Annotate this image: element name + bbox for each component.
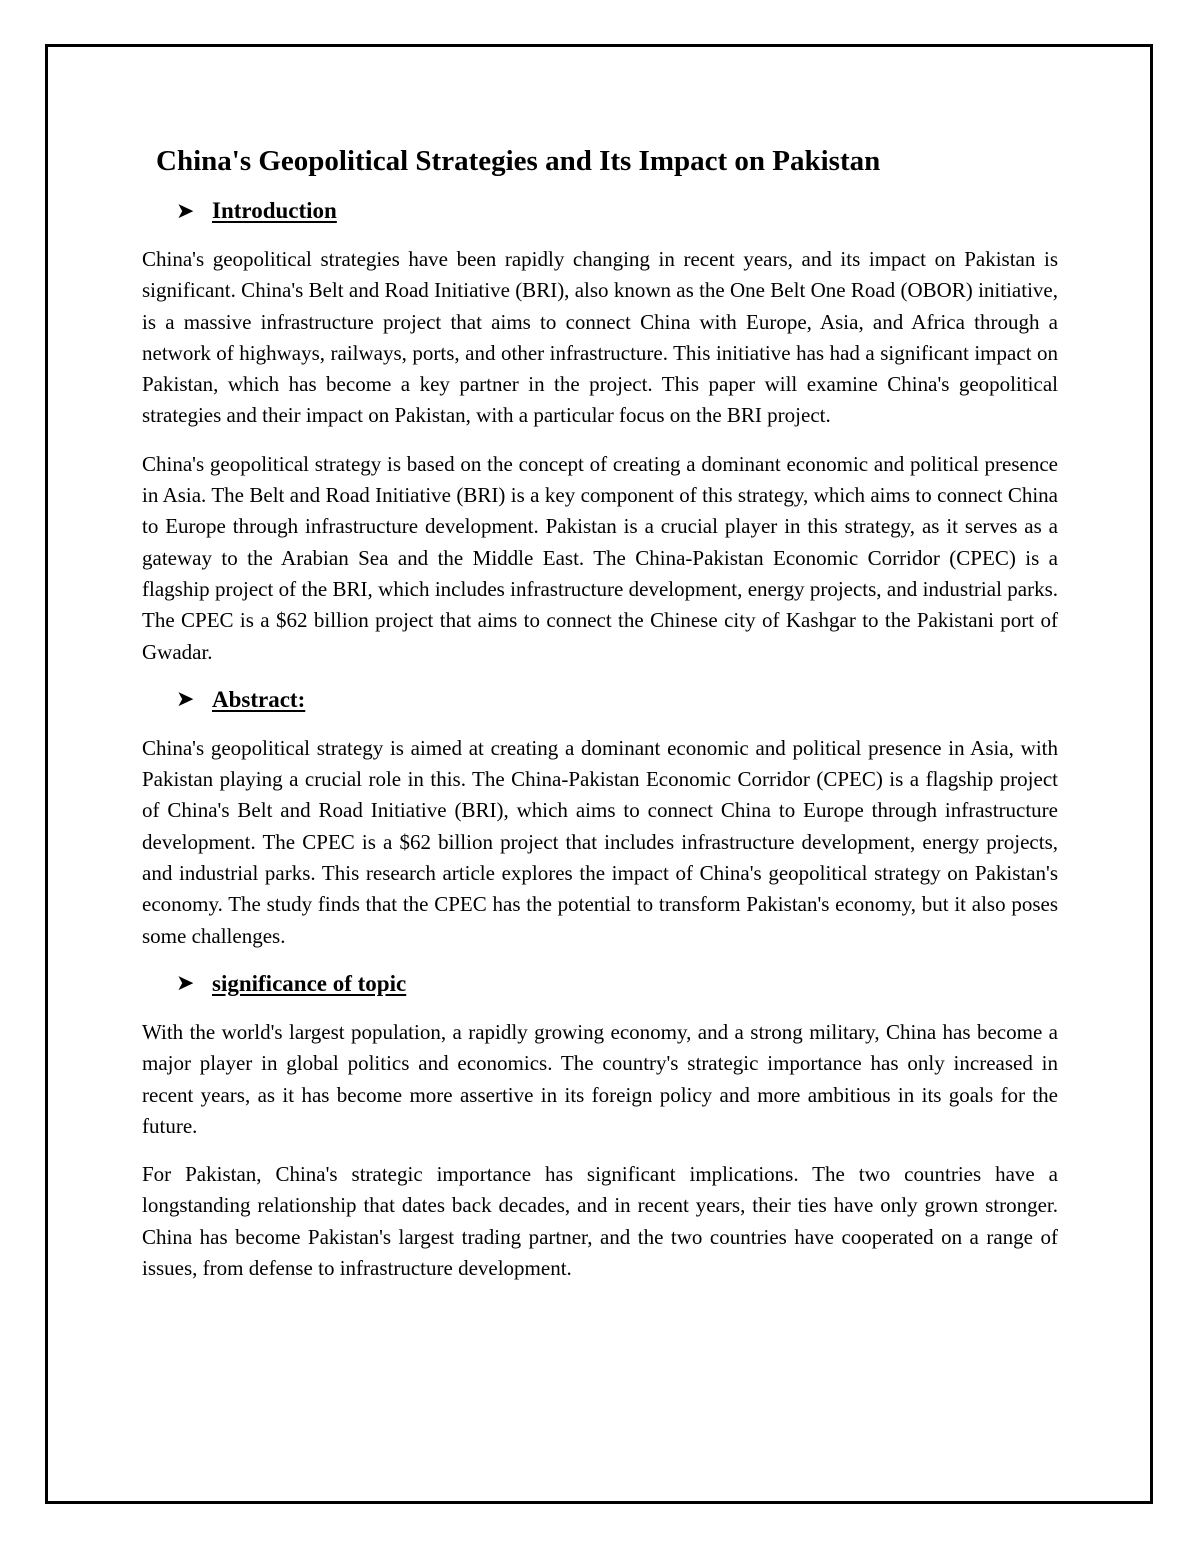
section-heading-label: significance of topic — [212, 970, 407, 996]
section-heading-abstract — [176, 685, 1058, 715]
document-title: China's Geopolitical Strategies and Its Impact on Pakistan — [156, 145, 881, 177]
section-heading-label: Abstract: — [212, 686, 306, 712]
document-body — [142, 140, 1058, 1301]
paragraph: China's geopolitical strategies have been rapidly changing in recent years, and its impact on Pakistan is significant. China's Belt and Road Initiative (BRI), also known as the One Belt One Road (OBOR) initiative, is a massive infrastructure project that aims to connect China with Europe, Asia, and Africa through a network of highways, railways, ports, and other infrastructure. This initiative has had a significant impact on Pakistan, which has become a key partner in the project. This paper will examine China's geopolitical strategies and their impact on Pakistan, with a particular focus on the BRI project. — [142, 247, 1058, 428]
paragraph: China's geopolitical strategy is aimed at creating a dominant economic and political presence in Asia, with Pakistan playing a crucial role in this. The China-Pakistan Economic Corridor (CPEC) is a flagship project of China's Belt and Road Initiative (BRI), which aims to connect China to Europe through infrastructure development. The CPEC is a $62 billion project that includes infrastructure development, energy projects, and industrial parks. This research article explores the impact of China's geopolitical strategy on Pakistan's economy. The study finds that the CPEC has the potential to transform Pakistan's economy, but it also poses some challenges. — [142, 735, 1058, 948]
paragraph: For Pakistan, China's strategic importance has significant implications. The two countries have a longstanding relationship that dates back decades, and in recent years, their ties have only grown stronger. China has become Pakistan's largest trading partner, and the two countries have cooperated on a range of issues, from defense to infrastructure development. — [142, 1162, 1058, 1281]
paragraph: With the world's largest population, a rapidly growing economy, and a strong military, China has become a major player in global politics and economics. The country's strategic importance has only increased in recent years, as it has become more assertive in its foreign policy and more ambitious in its goals for the future. — [142, 1019, 1058, 1138]
section-heading-introduction — [176, 196, 1058, 226]
section-heading-significance — [176, 969, 1058, 999]
arrow-bullet-icon: ➤ — [176, 971, 195, 997]
paragraph: China's geopolitical strategy is based on the concept of creating a dominant economic and political presence in Asia. The Belt and Road Initiative (BRI) is a key component of this strategy, which aims to connect China to Europe through infrastructure development. Pakistan is a crucial player in this strategy, as it serves as a gateway to the Arabian Sea and the Middle East. The China-Pakistan Economic Corridor (CPEC) is a flagship project of the BRI, which includes infrastructure development, energy projects, and industrial parks. The CPEC is a $62 billion project that aims to connect the Chinese city of Kashgar to the Pakistani port of Gwadar. — [142, 451, 1058, 664]
arrow-bullet-icon: ➤ — [176, 687, 195, 713]
arrow-bullet-icon: ➤ — [176, 198, 195, 224]
section-heading-label: Introduction — [212, 198, 337, 223]
